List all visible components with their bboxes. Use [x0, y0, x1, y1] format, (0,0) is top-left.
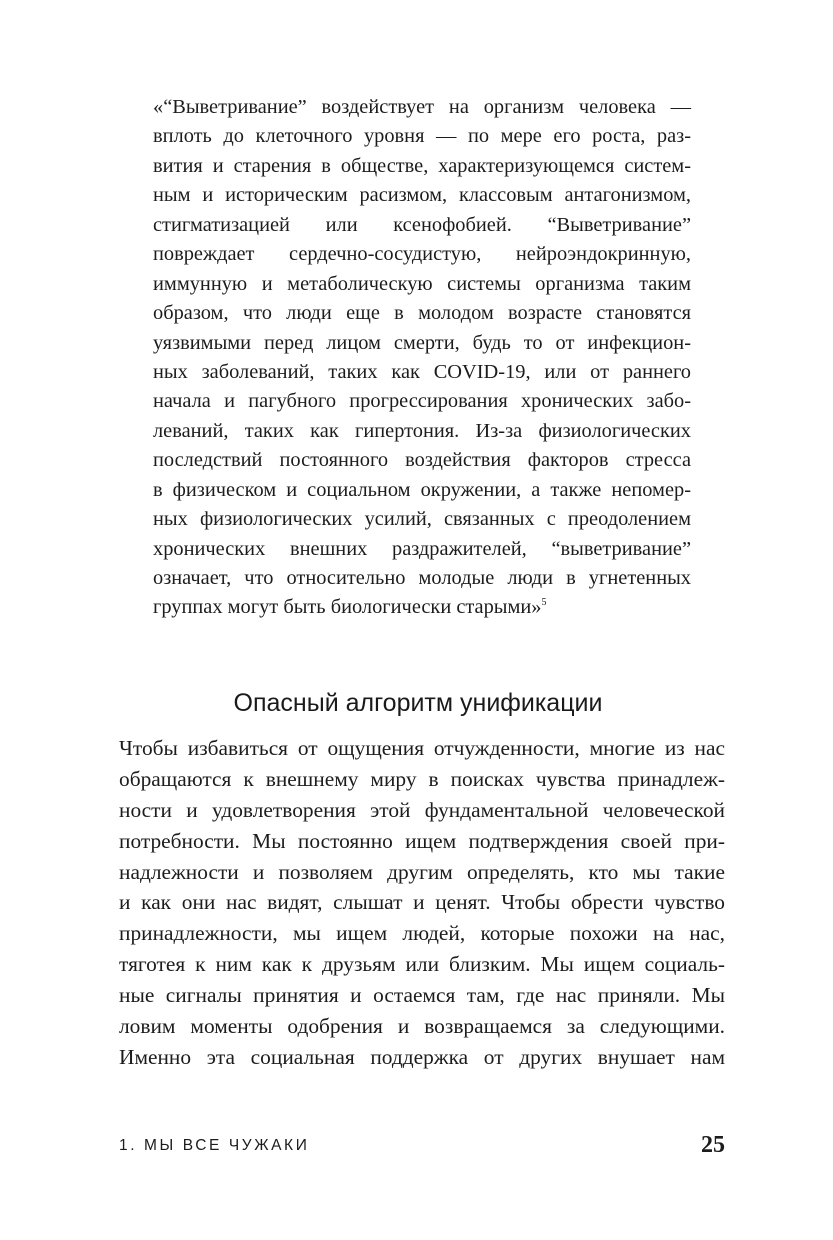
quote-line: вития и старения в обществе, характеризующемся систем-	[153, 154, 691, 177]
quote-line: в физическом и социальном окружении, а также непомер-	[153, 478, 691, 501]
quote-line: леваний, таких как гипертония. Из-за физиологических	[153, 419, 691, 442]
running-head: 1. МЫ ВСЕ ЧУЖАКИ	[119, 1137, 310, 1154]
page-number: 25	[701, 1132, 725, 1158]
body-line: надлежности и позволяем другим определять, кто мы такие	[119, 859, 725, 884]
quote-line: «“Выветривание” воздействует на организм человека —	[153, 96, 691, 118]
block-quote	[153, 93, 691, 623]
quote-line: вплоть до клеточного уровня — по мере его роста, раз-	[153, 125, 691, 148]
quote-line: начала и пагубного прогрессирования хронических забо-	[153, 390, 691, 413]
body-paragraph	[119, 733, 725, 1073]
body-line: тяготея к ним как к друзьям или близким. Мы ищем социаль-	[119, 952, 725, 977]
quote-line: ных физиологических усилий, связанных с преодолением	[153, 508, 691, 531]
body-line: Чтобы избавиться от ощущения отчужденности, многие из нас	[119, 736, 725, 760]
body-line: потребности. Мы постоянно ищем подтверждения своей при-	[119, 828, 725, 853]
quote-line: последствий постоянного воздействия факторов стресса	[153, 449, 691, 472]
quote-line: стигматизацией или ксенофобией. “Выветривание”	[153, 213, 691, 236]
quote-line: ным и историческим расизмом, классовым антагонизмом,	[153, 184, 691, 207]
body-line: Именно эта социальная поддержка от других внушает нам	[119, 1044, 725, 1069]
body-line: и как они нас видят, слышат и ценят. Чтобы обрести чувство	[119, 890, 725, 915]
quote-line-text: группах могут быть биологически старыми»	[153, 596, 542, 619]
quote-line: означает, что относительно молодые люди в угнетенных	[153, 567, 691, 589]
section-heading: Опасный алгоритм унификации	[233, 689, 603, 717]
quote-line: образом, что люди еще в молодом возрасте становятся	[153, 302, 691, 325]
body-line: принадлежности, мы ищем людей, которые похожи на нас,	[119, 921, 725, 946]
quote-line: иммунную и метаболическую системы организма таким	[153, 272, 691, 295]
body-line: ности и удовлетворения этой фундаментальной человеческой	[119, 797, 725, 822]
quote-last-line	[153, 593, 691, 622]
footnote-ref[interactable]: 5	[541, 597, 547, 609]
body-line: обращаются к внешнему миру в поисках чувства принадлеж-	[119, 766, 725, 791]
body-line: ные сигналы принятия и остаемся там, где нас приняли. Мы	[119, 983, 725, 1008]
quote-line: хронических внешних раздражителей, “выветривание”	[153, 537, 691, 560]
body-line: ловим моменты одобрения и возвращаемся за следующими.	[119, 1014, 725, 1039]
quote-line: ных заболеваний, таких как COVID-19, или от раннего	[153, 360, 691, 383]
quote-line: повреждает сердечно-сосудистую, нейроэндокринную,	[153, 243, 691, 266]
quote-line: уязвимыми перед лицом смерти, будь то от инфекцион-	[153, 331, 691, 354]
